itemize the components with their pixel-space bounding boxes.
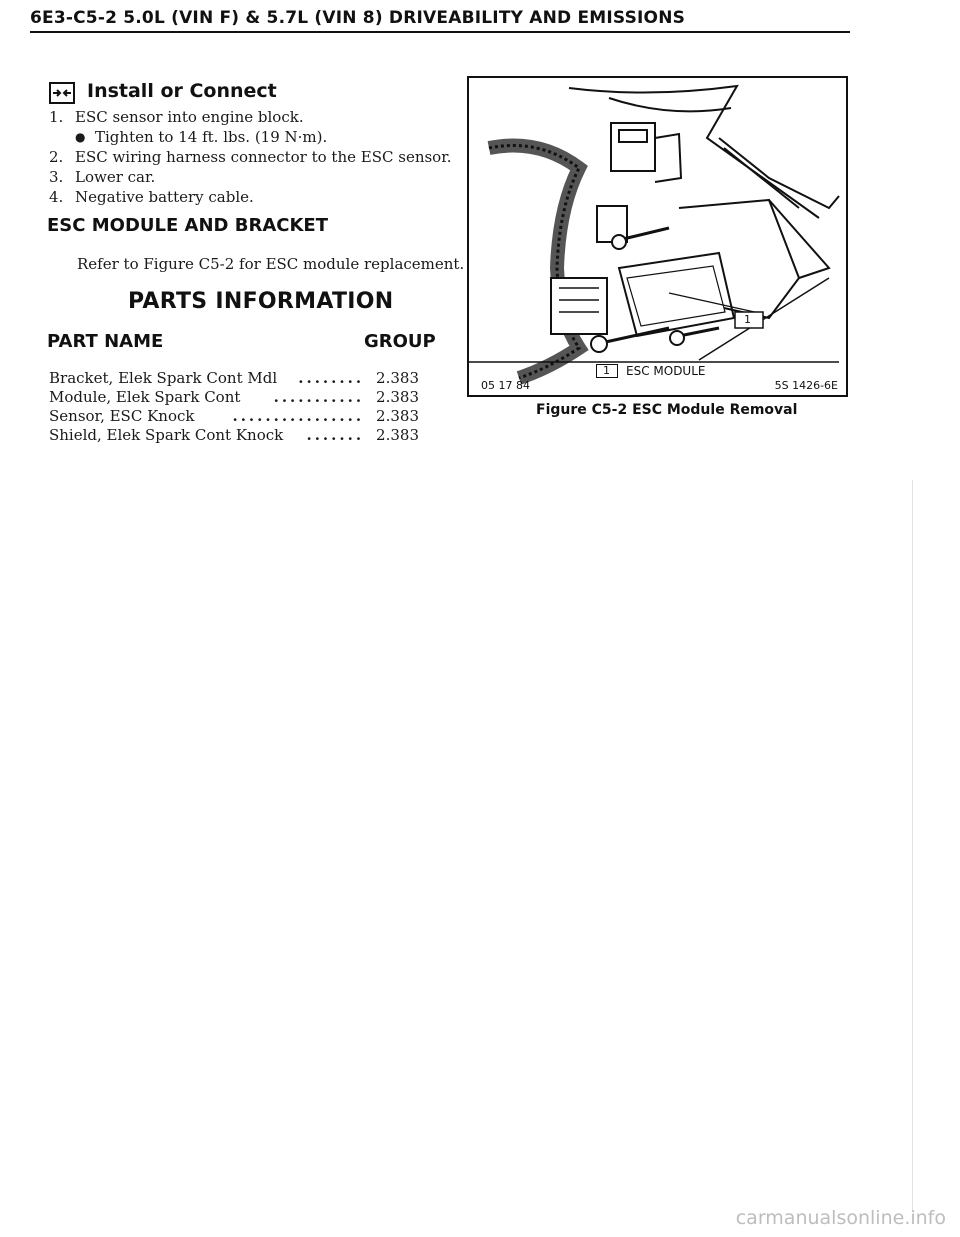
part-name: Sensor, ESC Knock: [49, 407, 195, 425]
leader-dots: ...........: [273, 388, 365, 406]
leader-dots: ........: [298, 369, 365, 387]
bullet-icon: ●: [75, 130, 86, 144]
step-text: Lower car.: [75, 168, 156, 186]
parts-col-name: PART NAME: [47, 331, 164, 352]
list-item: [49, 167, 452, 187]
part-group: 2.383: [376, 369, 419, 387]
part-group: 2.383: [376, 426, 419, 444]
figure-date-code: 05 17 84: [481, 379, 530, 392]
table-row: [49, 426, 419, 445]
leader-dots: ................: [232, 407, 365, 425]
esc-module-illustration: [469, 78, 846, 395]
parts-heading: PARTS INFORMATION: [128, 289, 394, 314]
parts-col-group: GROUP: [364, 331, 436, 352]
module-section-text: Refer to Figure C5-2 for ESC module replacement.: [77, 255, 465, 273]
step-number: 1.: [49, 108, 64, 126]
install-connect-icon: [49, 82, 75, 104]
leader-dots: .......: [306, 426, 365, 444]
part-group: 2.383: [376, 388, 419, 406]
watermark: carmanualsonline.info: [735, 1207, 946, 1229]
table-row: [49, 369, 419, 388]
list-item: [49, 187, 452, 207]
part-name: Module, Elek Spark Cont: [49, 388, 241, 406]
table-row: [49, 388, 419, 407]
step-number: 3.: [49, 168, 64, 186]
step-text: Tighten to 14 ft. lbs. (19 N·m).: [95, 128, 328, 146]
table-row: [49, 407, 419, 426]
step-number: 2.: [49, 148, 64, 166]
figure-frame: [467, 76, 848, 397]
part-name: Bracket, Elek Spark Cont Mdl: [49, 369, 278, 387]
list-item: [49, 127, 452, 147]
module-section-heading: ESC MODULE AND BRACKET: [47, 215, 328, 236]
figure-ref-code: 5S 1426-6E: [774, 379, 838, 392]
figure-caption: Figure C5-2 ESC Module Removal: [536, 402, 798, 418]
parts-table: [49, 369, 419, 445]
step-text: ESC wiring harness connector to the ESC sensor.: [75, 148, 452, 166]
callout-label: ESC MODULE: [626, 364, 706, 378]
step-number: 4.: [49, 188, 64, 206]
header-rule: [30, 31, 850, 33]
page-margin-line: [912, 480, 913, 1210]
install-heading: Install or Connect: [87, 80, 277, 102]
install-steps-list: [49, 107, 452, 207]
part-group: 2.383: [376, 407, 419, 425]
callout-number: 1: [744, 313, 751, 326]
part-name: Shield, Elek Spark Cont Knock: [49, 426, 284, 444]
step-text: ESC sensor into engine block.: [75, 108, 304, 126]
callout-box-number: 1: [603, 364, 610, 377]
step-text: Negative battery cable.: [75, 188, 254, 206]
list-item: [49, 147, 452, 167]
page-header-title: 6E3-C5-2 5.0L (VIN F) & 5.7L (VIN 8) DRIVEABILITY AND EMISSIONS: [30, 8, 686, 28]
list-item: [49, 107, 452, 127]
